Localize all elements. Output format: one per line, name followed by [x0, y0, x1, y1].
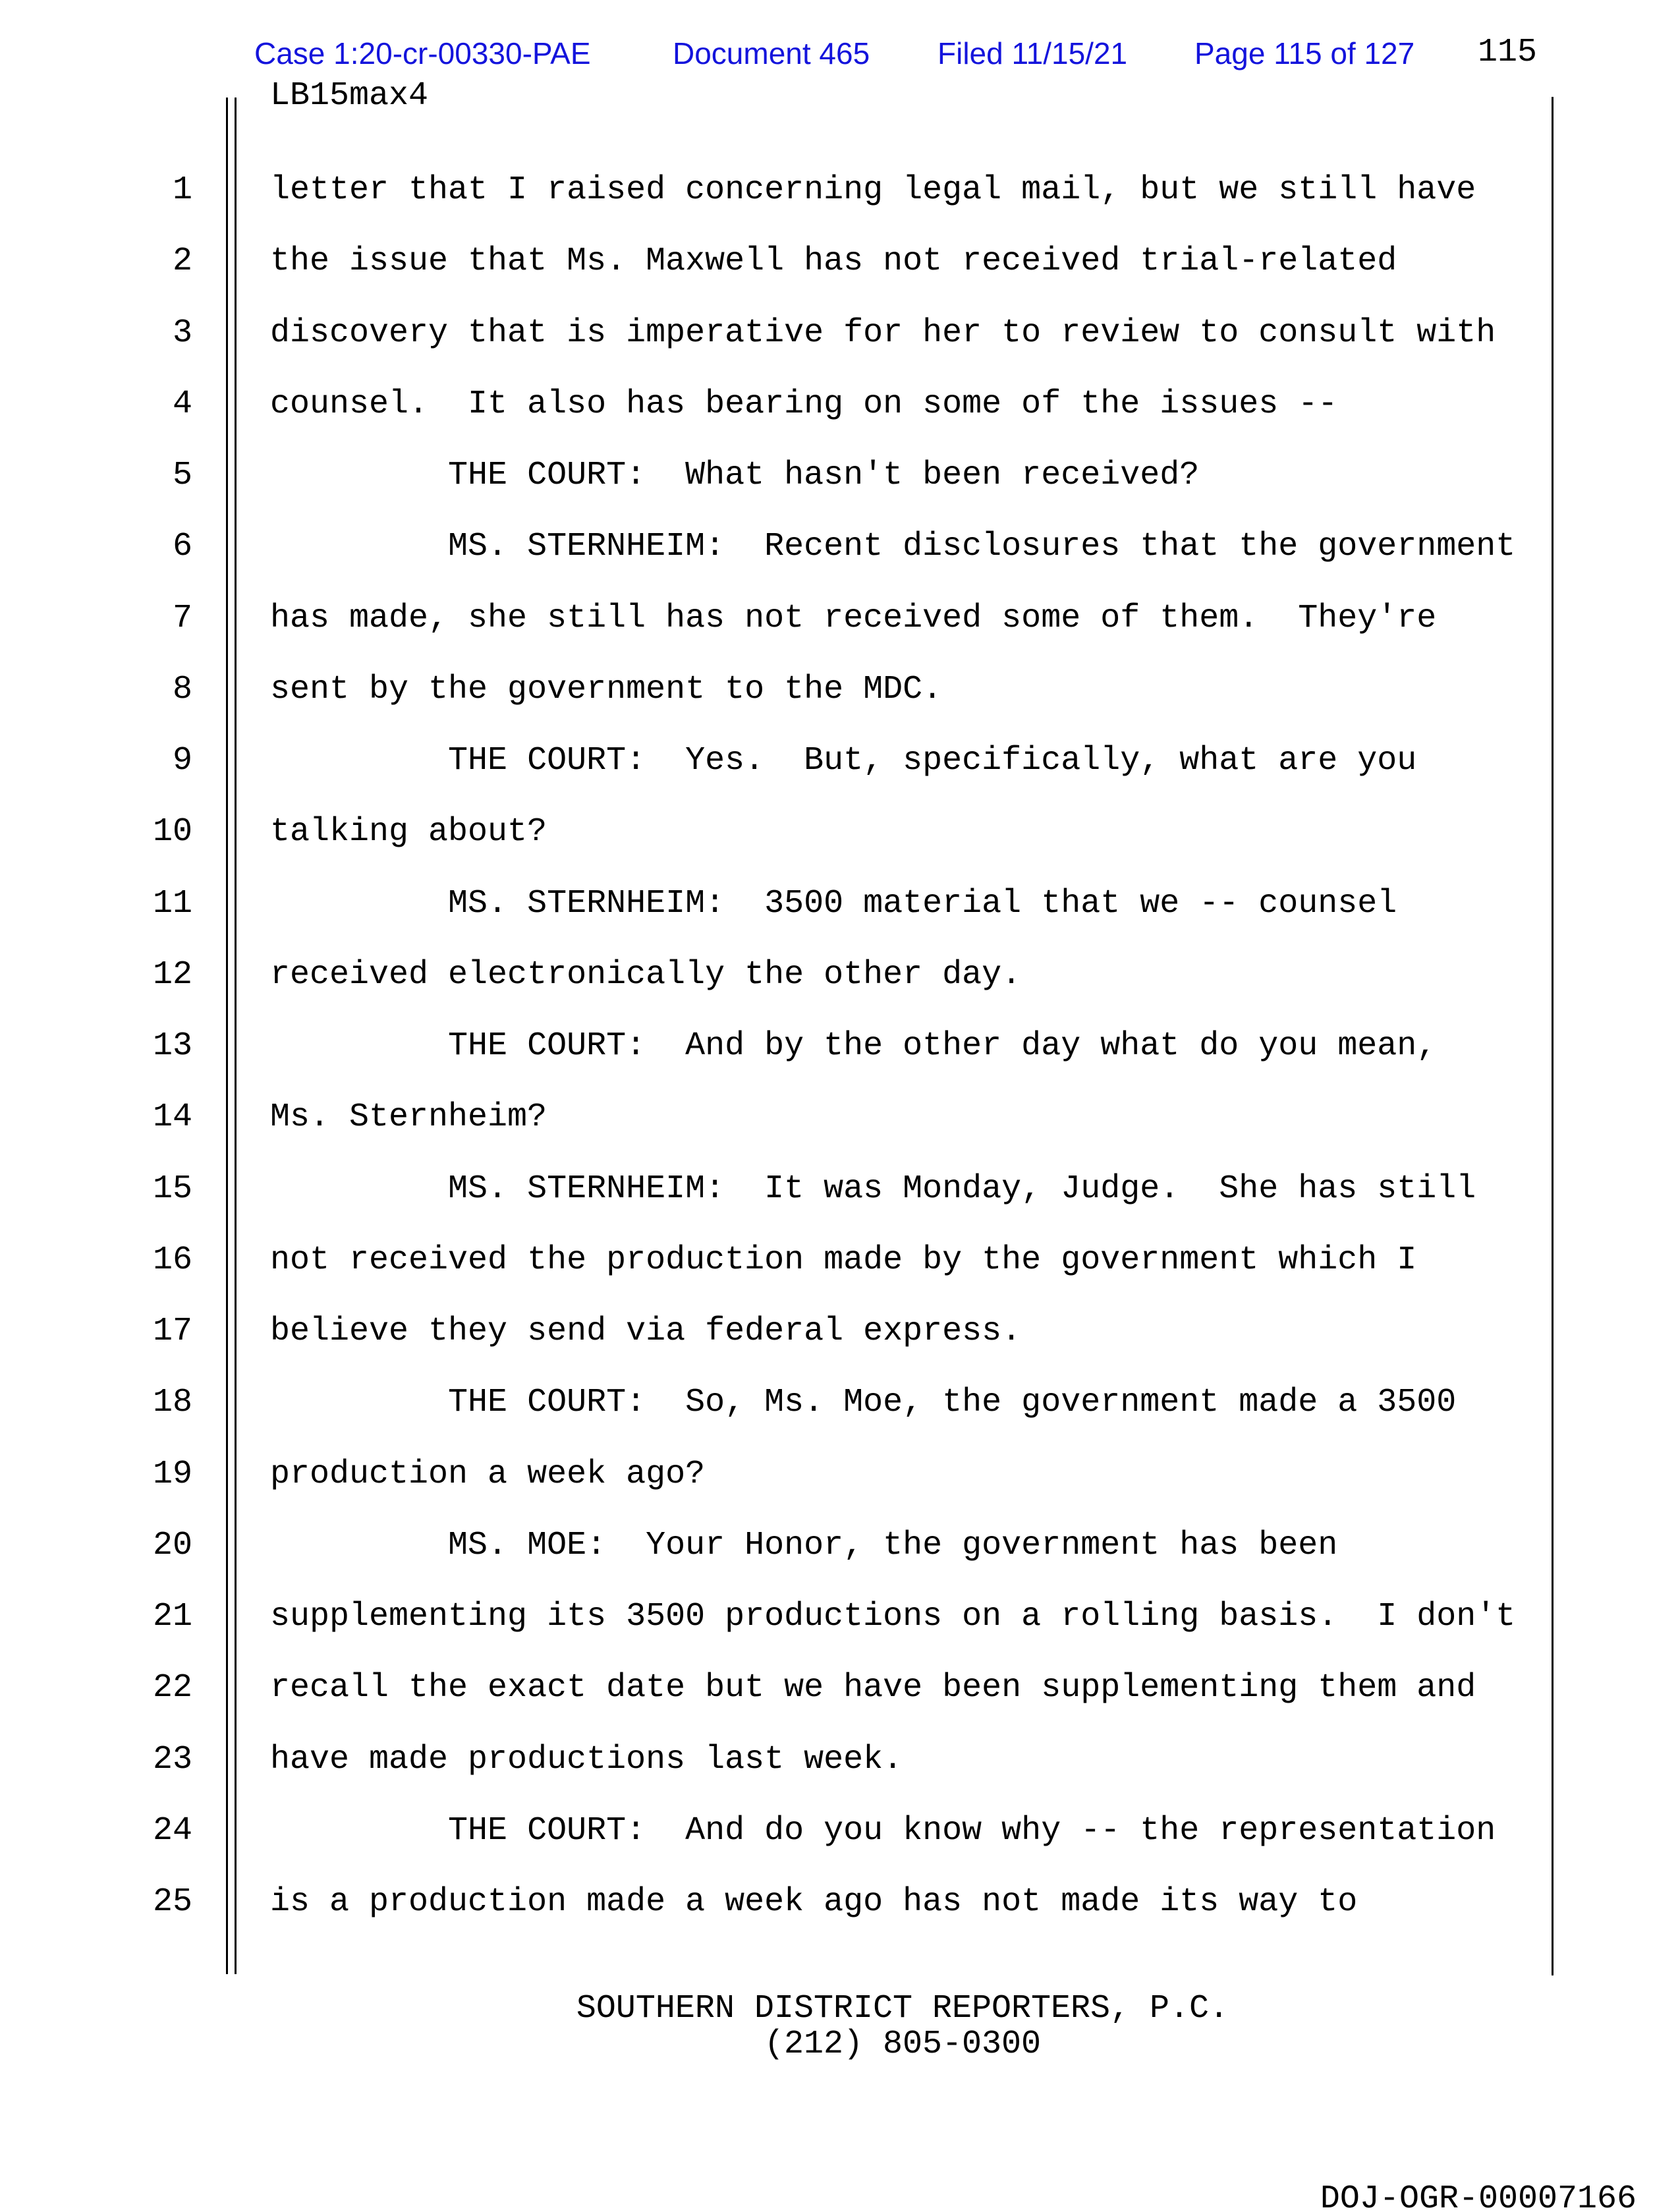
line-text: have made productions last week. — [270, 1740, 903, 1778]
reporter-phone: (212) 805-0300 — [764, 2026, 1042, 2063]
transcript-line — [0, 1599, 1680, 1670]
stamp-case-number: Case 1:20-cr-00330-PAE — [254, 36, 591, 71]
line-number: 14 — [152, 1098, 192, 1137]
reporter-firm: SOUTHERN DISTRICT REPORTERS, P.C. — [576, 1990, 1229, 2028]
line-text: MS. STERNHEIM: 3500 material that we -- counsel — [270, 884, 1397, 922]
transcript-line — [0, 458, 1680, 529]
line-text: received electronically the other day. — [270, 955, 1022, 994]
line-number: 9 — [172, 742, 192, 780]
line-number: 6 — [172, 528, 192, 566]
transcript-line — [0, 1885, 1680, 1956]
transcript-line — [0, 173, 1680, 244]
line-text: THE COURT: And do you know why -- the representation — [270, 1811, 1496, 1850]
stamp-page-of: Page 115 of 127 — [1194, 36, 1415, 71]
line-text: talking about? — [270, 813, 547, 851]
transcript-line — [0, 743, 1680, 814]
transcript-line — [0, 387, 1680, 458]
transcript-line — [0, 814, 1680, 886]
line-number: 21 — [152, 1598, 192, 1635]
line-number: 17 — [152, 1313, 192, 1350]
line-text: sent by the government to the MDC. — [270, 670, 943, 708]
line-text: recall the exact date but we have been supplementing them and — [270, 1669, 1476, 1707]
line-number: 16 — [152, 1241, 192, 1279]
line-text: THE COURT: What hasn't been received? — [270, 457, 1200, 494]
line-number: 19 — [152, 1455, 192, 1493]
line-number: 18 — [152, 1384, 192, 1422]
line-number: 24 — [152, 1811, 192, 1850]
transcript-line — [0, 1029, 1680, 1100]
transcript-line — [0, 529, 1680, 600]
line-text: MS. STERNHEIM: It was Monday, Judge. She has still — [270, 1170, 1476, 1208]
stamp-document-number: Document 465 — [673, 36, 870, 71]
transcript-line — [0, 1385, 1680, 1456]
stamp-filed-date: Filed 11/15/21 — [938, 36, 1128, 71]
line-text: letter that I raised concerning legal mail, but we still have — [270, 171, 1476, 209]
transcript-line — [0, 601, 1680, 672]
line-text: the issue that Ms. Maxwell has not received trial-related — [270, 242, 1397, 281]
transcript-line — [0, 1813, 1680, 1885]
transcript-line — [0, 672, 1680, 743]
transcript-id: LB15max4 — [270, 77, 429, 115]
line-text: counsel. It also has bearing on some of the issues -- — [270, 385, 1338, 423]
transcript-lines — [0, 173, 1680, 1956]
line-number: 2 — [172, 242, 192, 281]
line-text: production a week ago? — [270, 1455, 706, 1493]
line-number: 3 — [172, 314, 192, 352]
transcript-line — [0, 1243, 1680, 1314]
line-number: 23 — [152, 1740, 192, 1778]
line-text: THE COURT: Yes. But, specifically, what are you — [270, 742, 1417, 780]
transcript-line — [0, 1100, 1680, 1171]
line-number: 5 — [172, 457, 192, 494]
line-number: 1 — [172, 171, 192, 209]
line-text: MS. STERNHEIM: Recent disclosures that the government — [270, 528, 1516, 566]
bates-number: DOJ-OGR-00007166 — [1320, 2180, 1637, 2212]
line-text: is a production made a week ago has not made its way to — [270, 1883, 1358, 1921]
line-text: supplementing its 3500 productions on a rolling basis. I don't — [270, 1598, 1516, 1635]
line-number: 20 — [152, 1526, 192, 1564]
line-number: 7 — [172, 599, 192, 637]
line-text: THE COURT: And by the other day what do you mean, — [270, 1027, 1437, 1065]
line-number: 4 — [172, 385, 192, 423]
transcript-line — [0, 316, 1680, 387]
transcript-line — [0, 1172, 1680, 1243]
line-number: 8 — [172, 670, 192, 708]
reporter-footer — [270, 1991, 1535, 2062]
line-number: 15 — [152, 1170, 192, 1208]
transcript-line — [0, 886, 1680, 957]
line-number: 22 — [152, 1669, 192, 1707]
line-text: has made, she still has not received some of them. They're — [270, 599, 1437, 637]
transcript-line — [0, 1457, 1680, 1528]
transcript-line — [0, 244, 1680, 315]
line-text: believe they send via federal express. — [270, 1313, 1022, 1350]
line-number: 25 — [152, 1883, 192, 1921]
line-text: discovery that is imperative for her to review to consult with — [270, 314, 1496, 352]
line-number: 12 — [152, 955, 192, 994]
line-text: THE COURT: So, Ms. Moe, the government made a 3500 — [270, 1384, 1457, 1422]
transcript-line — [0, 1528, 1680, 1599]
line-number: 11 — [152, 884, 192, 922]
line-number: 13 — [152, 1027, 192, 1065]
page-number: 115 — [1478, 34, 1538, 71]
transcript-line — [0, 957, 1680, 1029]
transcript-line — [0, 1314, 1680, 1385]
transcript-line — [0, 1670, 1680, 1742]
line-text: MS. MOE: Your Honor, the government has been — [270, 1526, 1338, 1564]
transcript-line — [0, 1742, 1680, 1813]
line-text: not received the production made by the government which I — [270, 1241, 1417, 1279]
line-number: 10 — [152, 813, 192, 851]
line-text: Ms. Sternheim? — [270, 1098, 547, 1137]
